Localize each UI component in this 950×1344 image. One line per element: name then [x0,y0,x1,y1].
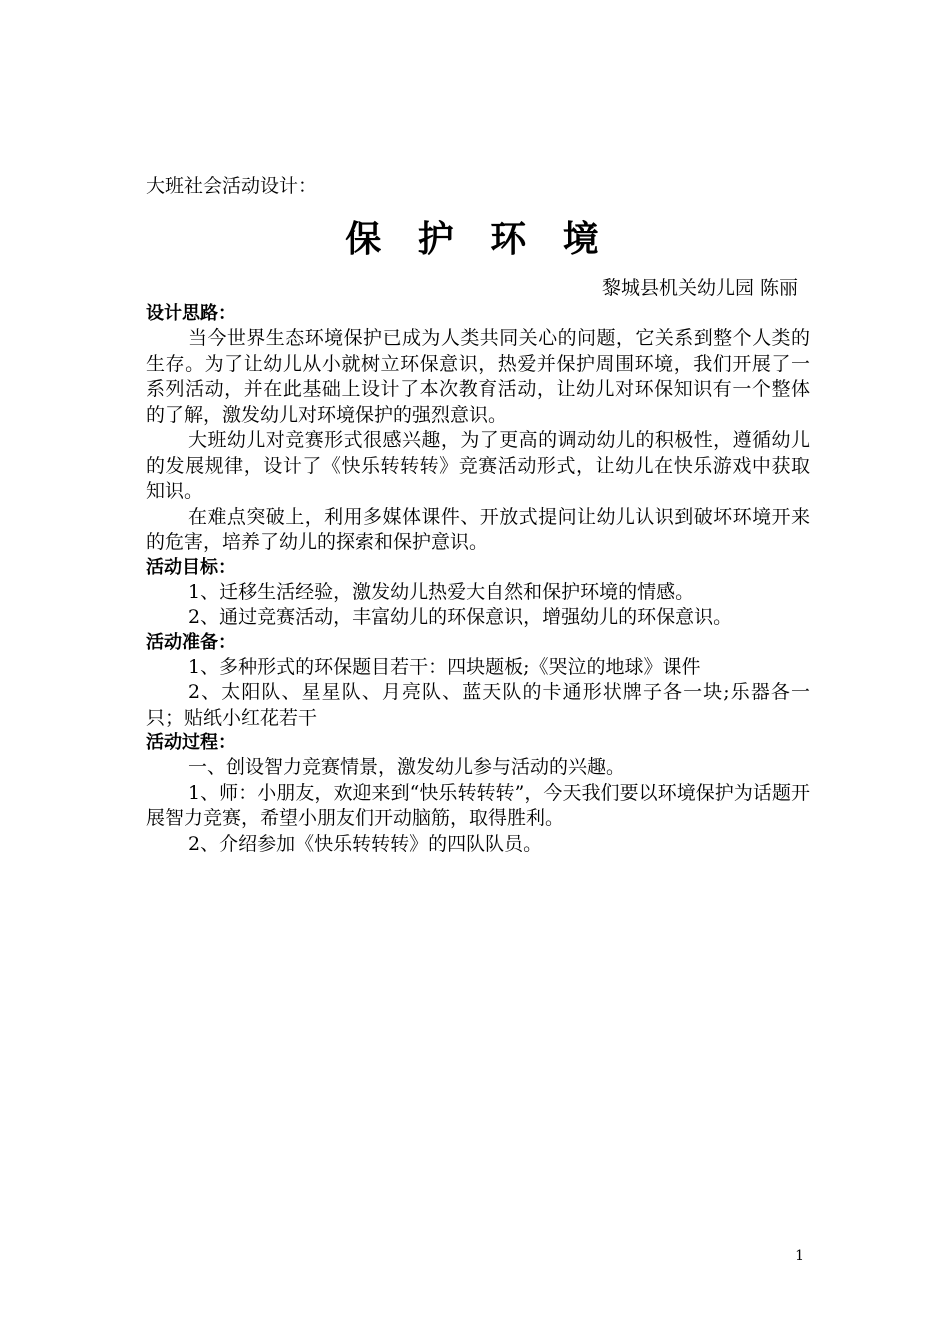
paragraph: 1、师：小朋友，欢迎来到“快乐转转转”，今天我们要以环境保护为话题开展智力竞赛，希望小朋友们开动脑筋，取得胜利。 [146,781,810,829]
paragraph: 2、介绍参加《快乐转转转》的四队队员。 [188,832,543,855]
section-heading: 活动过程： [146,732,236,753]
paragraph: 在难点突破上，利用多媒体课件、开放式提问让幼儿认识到破坏环境开来的危害，培养了幼儿的探索和保护意识。 [146,505,810,553]
paragraph: 大班幼儿对竞赛形式很感兴趣，为了更高的调动幼儿的积极性，遵循幼儿的发展规律，设计了《快乐转转转》竞赛活动形式，让幼儿在快乐游戏中获取知识。 [146,429,810,502]
section-heading: 活动目标： [146,556,236,578]
document-title: 保 护 环 境 [345,219,611,260]
section-heading: 设计思路： [146,303,236,324]
author-line: 黎城县机关幼儿园 陈丽 [601,277,798,299]
section-activity-process [146,731,810,857]
section-activity-preparation [146,631,810,732]
paragraph: 2、通过竞赛活动，丰富幼儿的环保意识，增强幼儿的环保意识。 [188,606,733,628]
document-subtitle: 大班社会活动设计： [146,175,318,197]
paragraph: 1、迁移生活经验，激发幼儿热爱大自然和保护环境的情感。 [188,580,695,603]
paragraph: 当今世界生态环境保护已成为人类共同关心的问题，它关系到整个人类的生存。为了让幼儿从小就树立环保意识，热爱并保护周围环境，我们开展了一系列活动，并在此基础上设计了本次教育活动，让幼儿对环保知识有一个整体的了解，激发幼儿对环境保护的强烈意识。 [146,327,810,426]
paragraph: 2、太阳队、星星队、月亮队、蓝天队的卡通形状牌子各一块;乐器各一只；贴纸小红花若干 [146,681,810,729]
page-number: 1 [795,1248,804,1264]
paragraph: 一、创设智力竞赛情景，激发幼儿参与活动的兴趣。 [188,756,626,778]
paragraph: 1、多种形式的环保题目若干：四块题板;《哭泣的地球》课件 [188,655,701,678]
section-heading: 活动准备： [146,631,236,653]
document-page [146,172,810,857]
section-activity-goals [146,556,810,631]
section-design-idea [146,302,810,556]
